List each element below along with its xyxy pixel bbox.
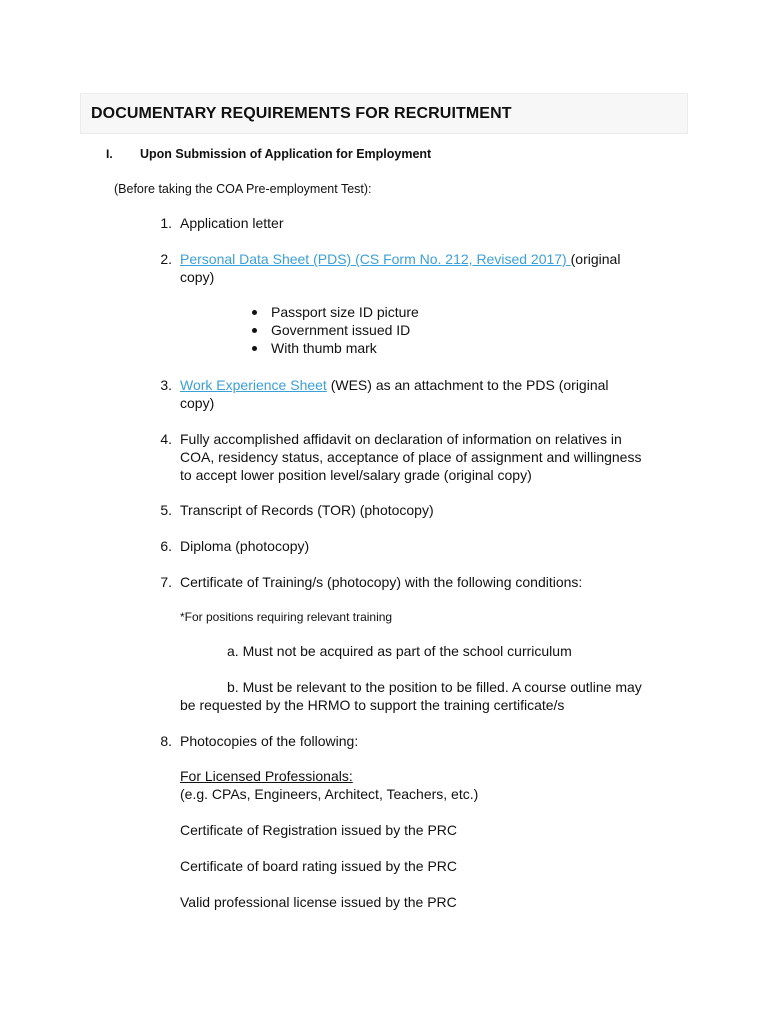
- document-title: DOCUMENTARY REQUIREMENTS FOR RECRUITMENT: [91, 105, 512, 122]
- licensed-doc: Valid professional license issued by the PRC: [180, 894, 457, 910]
- section-numeral: I.: [106, 147, 113, 161]
- item-text: Certificate of Training/s (photocopy) with the following conditions:: [180, 574, 583, 590]
- item-text-line2: copy): [180, 395, 215, 411]
- training-condition-a: a. Must not be acquired as part of the school curriculum: [227, 643, 572, 659]
- item-text-line2: COA, residency status, acceptance of place of assignment and willingness: [180, 449, 642, 465]
- item-text: [180, 250, 620, 268]
- bullet-dot: [252, 328, 257, 333]
- item-text: Fully accomplished affidavit on declaration of information on relatives in: [180, 431, 622, 447]
- wes-link[interactable]: Work Experience Sheet: [180, 377, 327, 393]
- item-text: Photocopies of the following:: [180, 733, 359, 749]
- section-note: (Before taking the COA Pre-employment Test):: [114, 182, 372, 196]
- pds-link[interactable]: Personal Data Sheet (PDS) (CS Form No. 212, Revised 2017): [180, 251, 571, 267]
- item-number: 7.: [160, 574, 172, 590]
- item-text-after: (WES) as an attachment to the PDS (original: [326, 377, 609, 393]
- item-text: Transcript of Records (TOR) (photocopy): [180, 502, 434, 518]
- item-number: 1.: [160, 215, 172, 231]
- item-number: 5.: [160, 502, 172, 518]
- bullet-dot: [252, 346, 257, 351]
- item-number: 2.: [160, 251, 172, 267]
- licensed-examples: (e.g. CPAs, Engineers, Architect, Teachers, etc.): [180, 786, 479, 802]
- item-text: Diploma (photocopy): [180, 538, 310, 554]
- training-note: *For positions requiring relevant training: [180, 610, 393, 624]
- item-text-line3: to accept lower position level/salary grade (original copy): [180, 467, 532, 483]
- item-number: 3.: [160, 377, 172, 393]
- licensed-doc: Certificate of Registration issued by the PRC: [180, 822, 458, 838]
- item-number: 4.: [160, 431, 172, 447]
- item-text-after: (original: [570, 251, 621, 267]
- bullet-item: With thumb mark: [271, 340, 377, 356]
- item-text: Application letter: [180, 215, 284, 231]
- bullet-item: Government issued ID: [271, 322, 411, 338]
- licensed-doc: Certificate of board rating issued by the PRC: [180, 858, 458, 874]
- bullet-dot: [252, 310, 257, 315]
- section-heading: Upon Submission of Application for Employment: [140, 147, 432, 161]
- item-text-line2: copy): [180, 269, 215, 285]
- bullet-item: Passport size ID picture: [271, 304, 419, 320]
- title-box: [80, 93, 688, 134]
- item-text: [180, 376, 609, 394]
- item-number: 6.: [160, 538, 172, 554]
- licensed-heading: For Licensed Professionals:: [180, 768, 353, 784]
- training-condition-b: b. Must be relevant to the position to be filled. A course outline may: [227, 679, 642, 695]
- item-number: 8.: [160, 733, 172, 749]
- training-condition-b-line2: be requested by the HRMO to support the training certificate/s: [180, 697, 565, 713]
